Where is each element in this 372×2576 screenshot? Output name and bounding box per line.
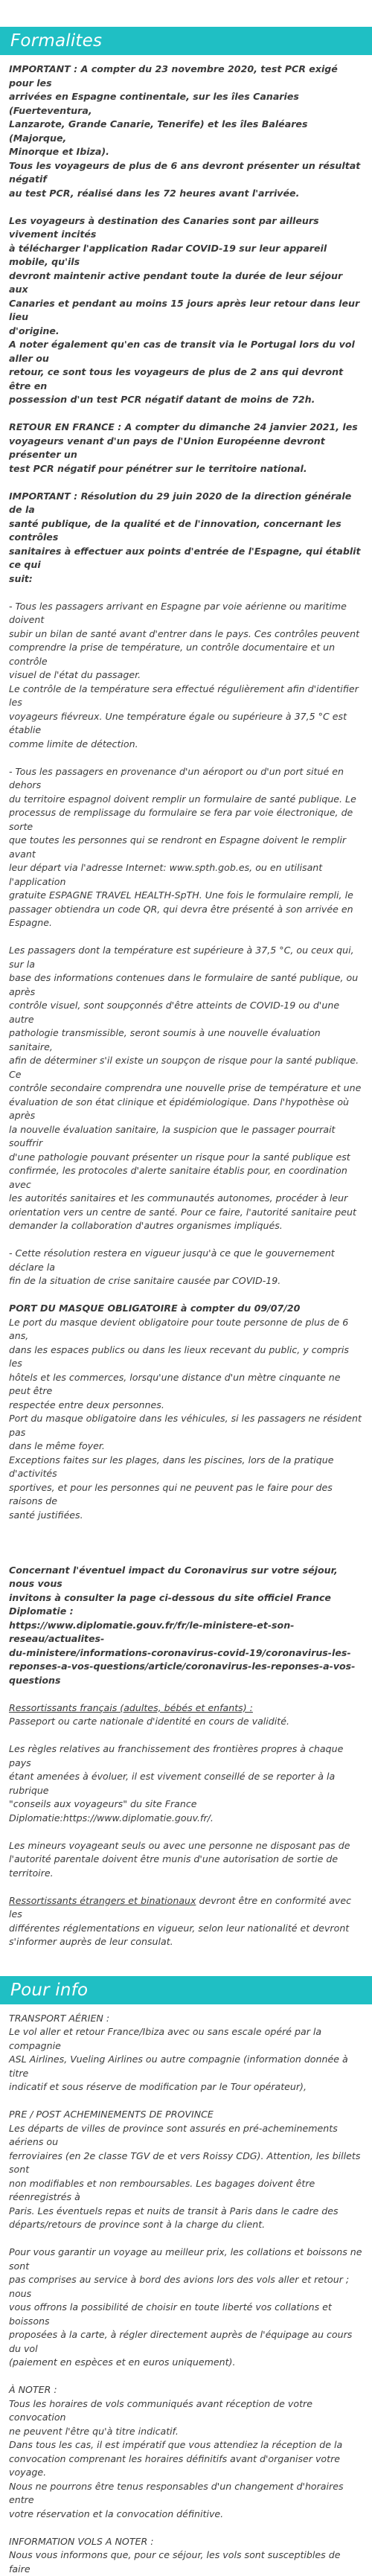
text-line: contrôle secondaire comprendra une nouvelle prise de température et une [9, 1081, 363, 1096]
text-line: ne peuvent l'être qu'à titre indicatif. [9, 2425, 363, 2439]
text-line: IMPORTANT : A compter du 23 novembre 2020, test PCR exigé pour les [9, 63, 363, 90]
text-line: Espagne. [9, 916, 363, 930]
text-line: passager obtiendra un code QR, qui devra être présenté à son arrivée en [9, 903, 363, 917]
text-line: devront maintenir active pendant toute la durée de leur séjour aux [9, 269, 363, 297]
text-line: Pour vous garantir un voyage au meilleur prix, les collations et boissons ne sont [9, 2246, 363, 2273]
text-line: Paris. Les éventuels repas et nuits de transit à Paris dans le cadre des [9, 2205, 363, 2219]
text-line: Le vol aller et retour France/Ibiza avec ou sans escale opéré par la compagnie [9, 2025, 363, 2053]
text-line: départs/retours de province sont à la charge du client. [9, 2218, 363, 2232]
text-line: possession d'un test PCR négatif datant de moins de 72h. [9, 393, 363, 407]
text-line: pathologie transmissible, seront soumis à une nouvelle évaluation sanitaire, [9, 1026, 363, 1054]
text-line: contrôle visuel, sont soupçonnés d'être atteints de COVID-19 ou d'une autre [9, 999, 363, 1026]
paragraph-gap [9, 1825, 363, 1839]
text-line: étant amenées à évoluer, il est vivement conseillé de se reporter à la rubrique [9, 1770, 363, 1797]
text-line: suit: [9, 572, 363, 587]
text-line: PRE / POST ACHEMINEMENTS DE PROVINCE [9, 2108, 363, 2122]
paragraph-gap [9, 1288, 363, 1303]
text-line: Port du masque obligatoire dans les véhicules, si les passagers ne résident pas [9, 1412, 363, 1439]
text-line: voyageurs venant d'un pays de l'Union Européenne devront présenter un [9, 435, 363, 462]
text-line: Tous les horaires de vols communiqués avant réception de votre convocation [9, 2397, 363, 2425]
text-line: Nous ne pourrons être tenus responsables d'un changement d'horaires entre [9, 2480, 363, 2508]
text-line: Concernant l'éventuel impact du Coronavirus sur votre séjour, nous vous [9, 1564, 363, 1591]
text-line: s'informer auprès de leur consulat. [9, 1935, 363, 1949]
pour-info-content [0, 2004, 372, 2576]
text-line: du-ministere/informations-coronavirus-covid-19/coronavirus-les- [9, 1646, 363, 1661]
text-line: base des informations contenues dans le formulaire de santé publique, ou après [9, 971, 363, 999]
text-line: reponses-a-vos-questions/article/coronavirus-les-reponses-a-vos-questions [9, 1660, 363, 1687]
text-line: Nous vous informons que, pour ce séjour, les vols sont susceptibles de faire [9, 2548, 363, 2576]
page [0, 27, 372, 2295]
text-line: comme limite de détection. [9, 738, 363, 752]
pour-info-header [0, 1976, 372, 2004]
text-line: Les règles relatives au franchissement des frontières propres à chaque pays [9, 1742, 363, 1770]
text-line: différentes réglementations en vigueur, selon leur nationalité et devront [9, 1922, 363, 1936]
text-line: PORT DU MASQUE OBLIGATOIRE à compter du 09/07/20 [9, 1302, 363, 1316]
text-line: processus de remplissage du formulaire se fera par voie électronique, de sorte [9, 806, 363, 834]
text-line: ASL Airlines, Vueling Airlines ou autre compagnie (information donnée à titre [9, 2053, 363, 2080]
text-line: ferroviaires (en 2e classe TGV de et vers Roissy CDG). Attention, les billets sont [9, 2150, 363, 2177]
formalites-content [0, 55, 372, 1949]
text-line: "conseils aux voyageurs" du site France [9, 1797, 363, 1812]
paragraph-gap [9, 1729, 363, 1743]
text-line: pas comprises au service à bord des avions lors des vols aller et retour ; nous [9, 2273, 363, 2301]
text-line: - Cette résolution restera en vigueur jusqu'à ce que le gouvernement déclare la [9, 1247, 363, 1274]
text-line: au test PCR, réalisé dans les 72 heures avant l'arrivée. [9, 187, 363, 201]
text-line: Dans tous les cas, il est impératif que vous attendiez la réception de la [9, 2438, 363, 2452]
paragraph-gap [9, 476, 363, 490]
text-line: Tous les voyageurs de plus de 6 ans devront présenter un résultat négatif [9, 159, 363, 187]
text-line: santé publique, de la qualité et de l'innovation, concernant les contrôles [9, 517, 363, 545]
paragraph-gap [9, 1233, 363, 1247]
text-line: Les voyageurs à destination des Canaries sont par ailleurs vivement incités [9, 214, 363, 242]
paragraph-gap [9, 586, 363, 600]
text-line: A noter également qu'en cas de transit via le Portugal lors du vol aller ou [9, 338, 363, 365]
text-line: proposées à la carte, à régler directement auprès de l'équipage au cours du vol [9, 2328, 363, 2356]
text-line: gratuite ESPAGNE TRAVEL HEALTH-SpTH. Une fois le formulaire rempli, le [9, 889, 363, 903]
text-line: Le port du masque devient obligatoire pour toute personne de plus de 6 ans, [9, 1316, 363, 1343]
text-line: hôtels et les commerces, lorsqu'une distance d'un mètre cinquante ne peut être [9, 1371, 363, 1399]
text-line: Lanzarote, Grande Canarie, Tenerife) et les îles Baléares (Majorque, [9, 118, 363, 145]
paragraph-gap [9, 2521, 363, 2535]
text-line: (paiement en espèces et en euros uniquement). [9, 2356, 363, 2370]
text-line: leur départ via l'adresse Internet: www.spth.gob.es, ou en utilisant l'application [9, 861, 363, 889]
text-line: test PCR négatif pour pénétrer sur le territoire national. [9, 462, 363, 476]
text-line: non modifiables et non remboursables. Les bagages doivent être réenregistrés à [9, 2177, 363, 2205]
text-line: demander la collaboration d'autres organismes impliqués. [9, 1219, 363, 1233]
paragraph-gap [9, 200, 363, 214]
text-line: voyageurs fiévreux. Une température égale ou supérieure à 37,5 °C est établie [9, 710, 363, 738]
text-line: comprendre la prise de température, un contrôle documentaire et un contrôle [9, 641, 363, 668]
paragraph-gap [9, 2370, 363, 2384]
text-line: Ressortissants étrangers et binationaux devront être en conformité avec les [9, 1894, 363, 1922]
paragraph-gap [9, 1550, 363, 1564]
text-line: Minorque et Ibiza). [9, 145, 363, 159]
text-line: https://www.diplomatie.gouv.fr/fr/le-ministere-et-son-reseau/actualites- [9, 1619, 363, 1646]
paragraph-gap [9, 930, 363, 945]
text-line: TRANSPORT AÉRIEN : [9, 2012, 363, 2026]
text-line: orientation vers un centre de santé. Pour ce faire, l'autorité sanitaire peut [9, 1206, 363, 1220]
paragraph-gap [9, 1687, 363, 1701]
text-line: RETOUR EN FRANCE : A compter du dimanche 24 janvier 2021, les [9, 421, 363, 435]
text-line: invitons à consulter la page ci-dessous du site officiel France Diplomatie : [9, 1591, 363, 1619]
paragraph-gap [9, 751, 363, 765]
text-line: - Tous les passagers en provenance d'un aéroport ou d'un port situé en dehors [9, 765, 363, 793]
text-line: santé justifiées. [9, 1509, 363, 1523]
text-line: retour, ce sont tous les voyageurs de plus de 2 ans qui devront être en [9, 365, 363, 393]
text-line: visuel de l'état du passager. [9, 668, 363, 683]
text-line: d'une pathologie pouvant présenter un risque pour la santé publique est [9, 1151, 363, 1165]
text-line: votre réservation et la convocation définitive. [9, 2508, 363, 2522]
text-line: - Tous les passagers arrivant en Espagne par voie aérienne ou maritime doivent [9, 600, 363, 627]
text-line: sportives, et pour les personnes qui ne peuvent pas le faire pour des raisons de [9, 1481, 363, 1509]
text-line: Le contrôle de la température sera effectué régulièrement afin d'identifier les [9, 683, 363, 710]
paragraph-gap [9, 2094, 363, 2109]
text-line: indicatif et sous réserve de modification par le Tour opérateur), [9, 2080, 363, 2094]
formalites-header [0, 27, 372, 55]
text-line: que toutes les personnes qui se rendront en Espagne doivent le remplir avant [9, 834, 363, 861]
paragraph-gap [9, 2232, 363, 2246]
text-line: évaluation de son état clinique et épidémiologique. Dans l'hypothèse où après [9, 1096, 363, 1123]
text-line: Les départs de villes de province sont assurés en pré-acheminements aériens ou [9, 2122, 363, 2150]
text-line: vous offrons la possibilité de choisir en toute liberté vos collations et boissons [9, 2301, 363, 2328]
text-line: l'autorité parentale doivent être munis d'une autorisation de sortie de territoire. [9, 1853, 363, 1880]
text-line: sanitaires à effectuer aux points d'entrée de l'Espagne, qui établit ce qui [9, 545, 363, 572]
text-line: confirmée, les protocoles d'alerte sanitaire établis pour, en coordination avec [9, 1164, 363, 1192]
text-line: Les passagers dont la température est supérieure à 37,5 °C, ou ceux qui, sur la [9, 944, 363, 971]
pour-info-title: Pour info [10, 1981, 88, 2000]
text-line: Passeport ou carte nationale d'identité en cours de validité. [9, 1715, 363, 1729]
text-line: fin de la situation de crise sanitaire causée par COVID-19. [9, 1274, 363, 1288]
text-line: respectée entre deux personnes. [9, 1399, 363, 1413]
text-line: Ressortissants français (adultes, bébés et enfants) : [9, 1701, 363, 1716]
text-line [9, 1536, 363, 1550]
text-line: Diplomatie:https://www.diplomatie.gouv.fr/. [9, 1812, 363, 1826]
paragraph-gap [9, 1522, 363, 1536]
text-line: arrivées en Espagne continentale, sur les îles Canaries (Fuerteventura, [9, 90, 363, 118]
text-line: convocation comprenant les horaires définitifs avant d'organiser votre voyage. [9, 2452, 363, 2480]
text-line: À NOTER : [9, 2383, 363, 2397]
text-line: dans le même foyer. [9, 1439, 363, 1454]
text-line: INFORMATION VOLS A NOTER : [9, 2535, 363, 2549]
text-line: d'origine. [9, 325, 363, 339]
text-line: les autorités sanitaires et les communautés autonomes, procéder à leur [9, 1192, 363, 1206]
text-line: du territoire espagnol doivent remplir un formulaire de santé publique. Le [9, 793, 363, 807]
text-line: Exceptions faites sur les plages, dans les piscines, lors de la pratique d'activités [9, 1454, 363, 1481]
formalites-title: Formalites [10, 31, 102, 51]
text-line: IMPORTANT : Résolution du 29 juin 2020 de la direction générale de la [9, 490, 363, 517]
text-line: Canaries et pendant au moins 15 jours après leur retour dans leur lieu [9, 297, 363, 325]
text-line: dans les espaces publics ou dans les lieux recevant du public, y compris les [9, 1343, 363, 1371]
text-line: afin de déterminer s'il existe un soupçon de risque pour la santé publique. Ce [9, 1054, 363, 1081]
text-line: subir un bilan de santé avant d'entrer dans le pays. Ces contrôles peuvent [9, 627, 363, 642]
text-line: la nouvelle évaluation sanitaire, la suspicion que le passager pourrait souffrir [9, 1123, 363, 1151]
text-line: à télécharger l'application Radar COVID-19 sur leur appareil mobile, qu'ils [9, 242, 363, 269]
paragraph-gap [9, 1880, 363, 1894]
paragraph-gap [9, 407, 363, 421]
text-line: Les mineurs voyageant seuls ou avec une personne ne disposant pas de [9, 1839, 363, 1853]
